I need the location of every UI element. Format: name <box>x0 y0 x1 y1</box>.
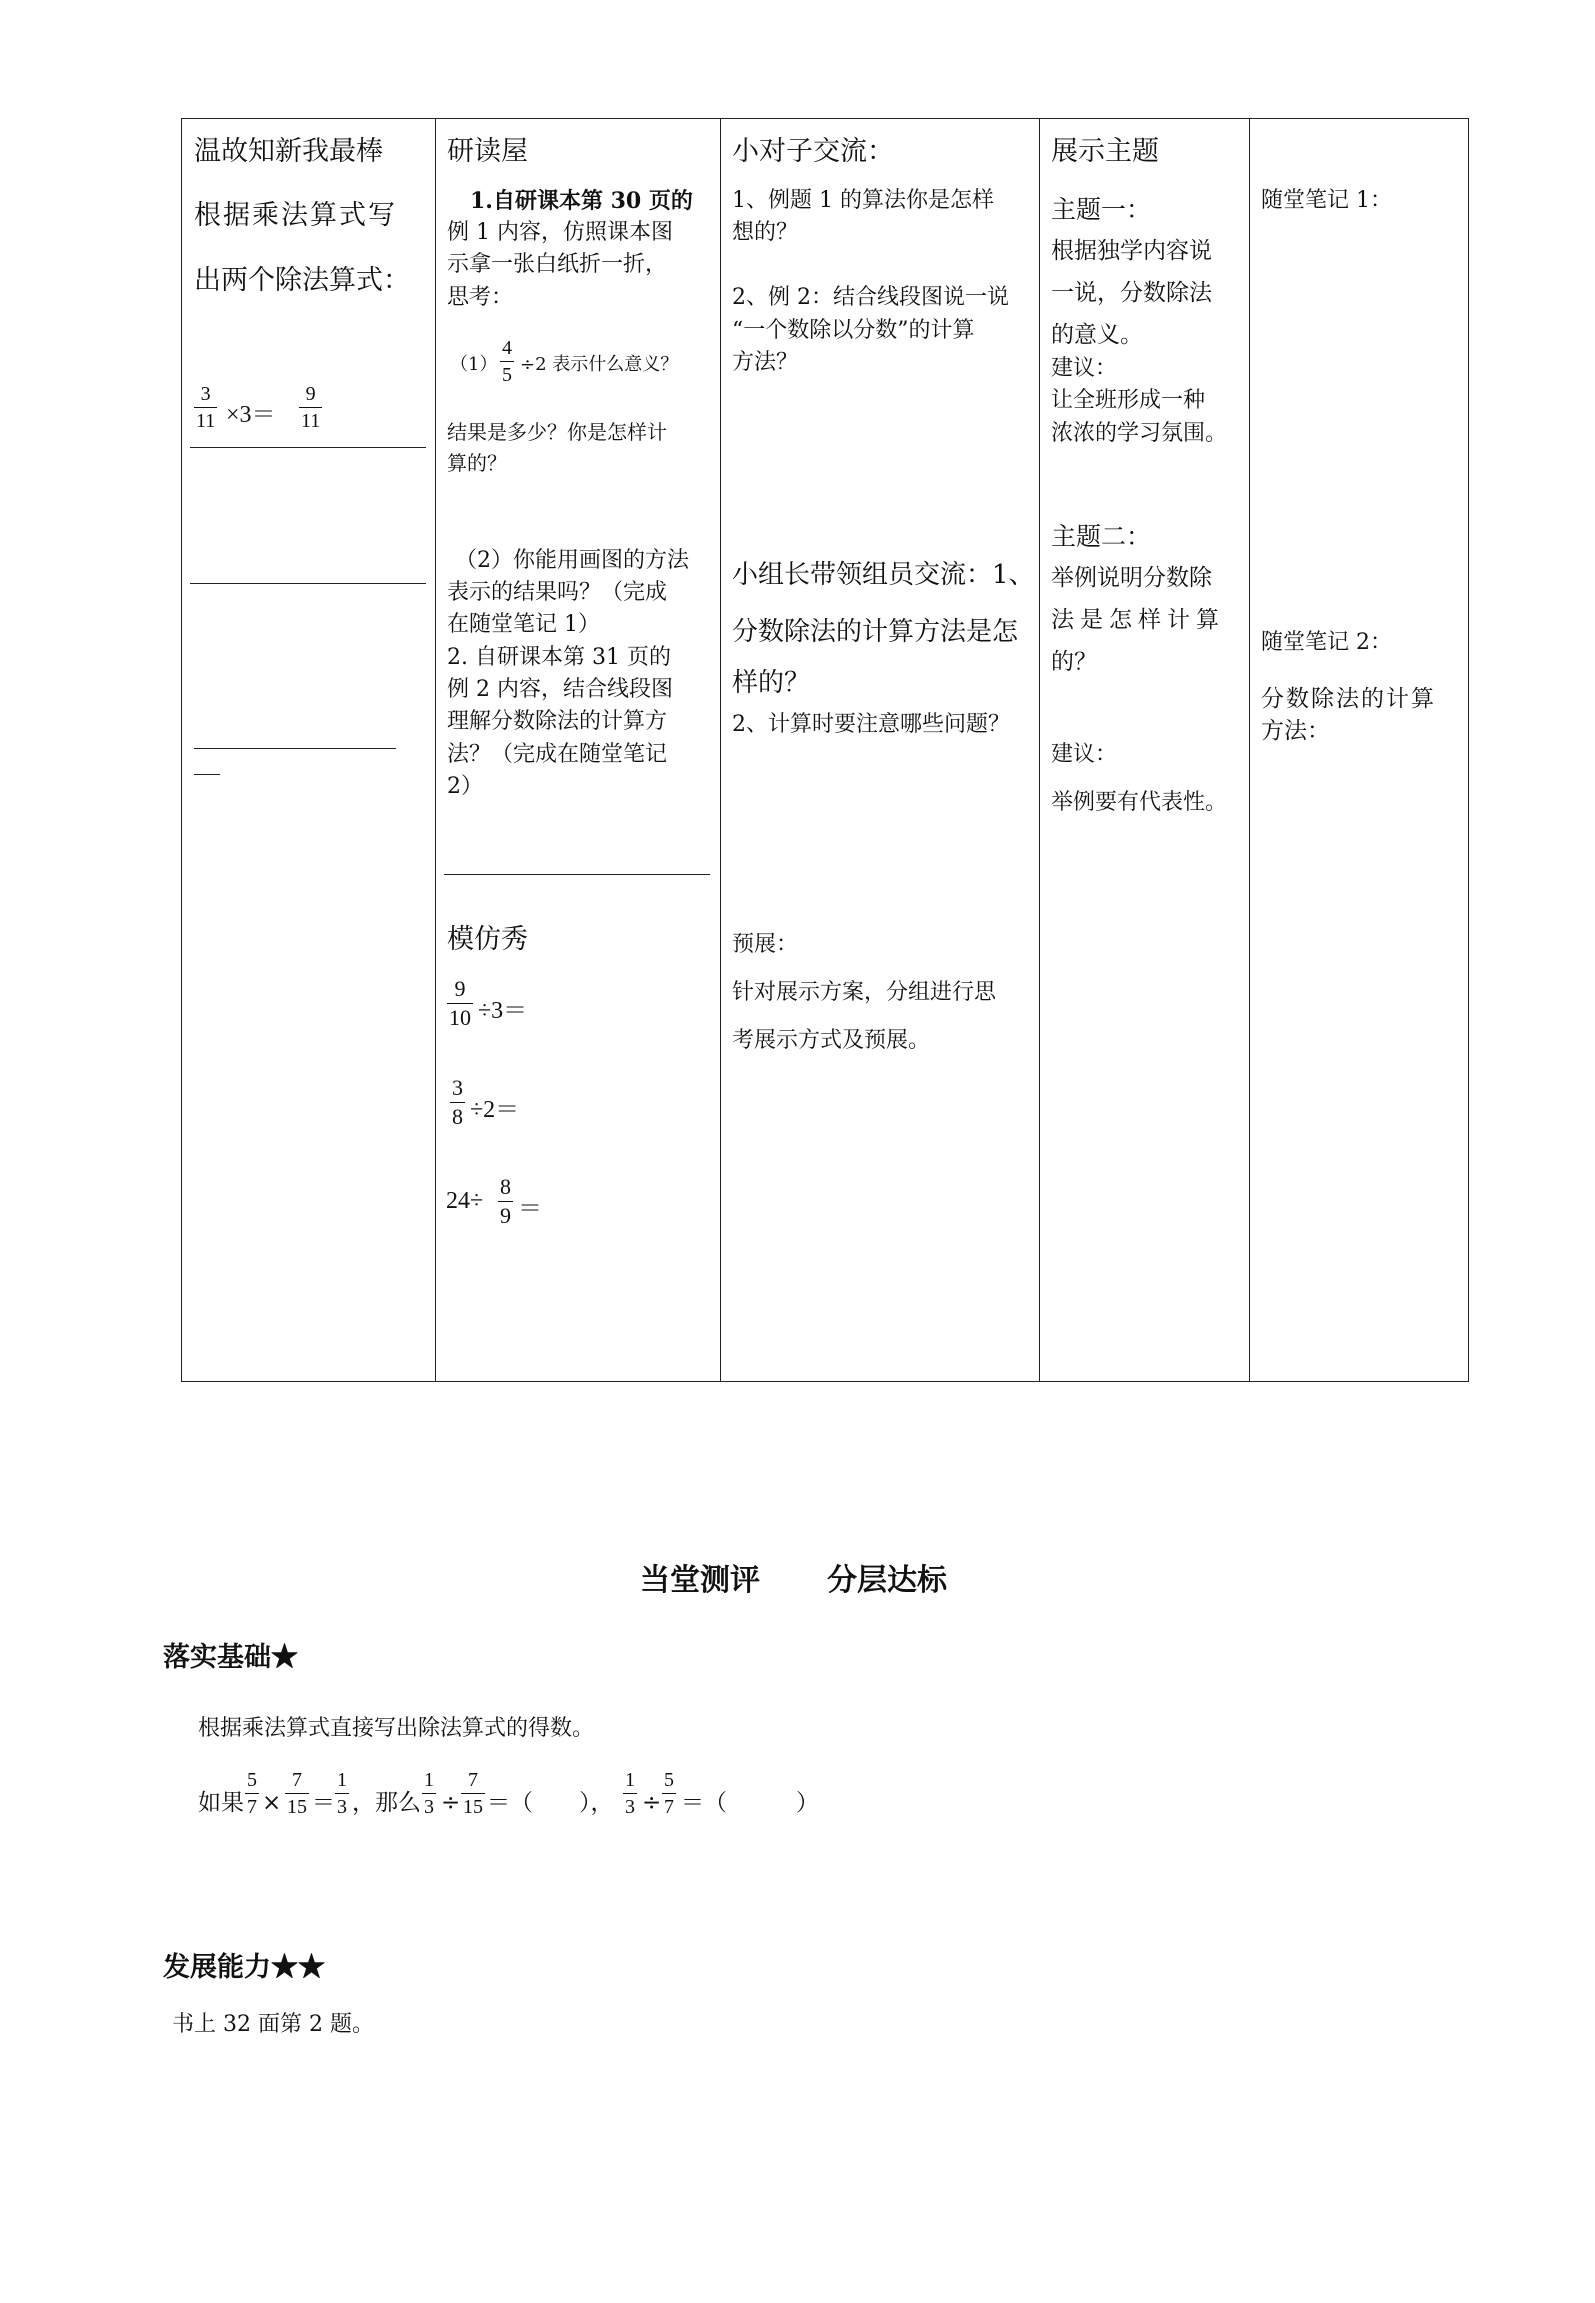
col2-q1-prefix: （1） <box>450 354 498 375</box>
preview-line-2: 考展示方式及预展。 <box>732 1028 931 1053</box>
topic2-line-3: 的？ <box>1051 649 1097 675</box>
topic2-line-2: 法是怎样计算 <box>1051 607 1225 633</box>
topic1-line-1: 根据独学内容说 <box>1051 238 1212 264</box>
col2-p1-2: 例 1 内容，仿照课本图 <box>447 220 673 245</box>
imitate-ex1-fraction: 9 10 <box>449 976 471 1030</box>
topic1-title: 主题一： <box>1051 195 1152 224</box>
note2-label: 随堂笔记 2： <box>1261 630 1392 655</box>
eq-then: ，那么 <box>352 1790 421 1816</box>
answer-line-1 <box>190 447 426 448</box>
group-title: 小组长带领组员交流：1、 <box>732 560 1035 590</box>
col-divider-2 <box>720 118 721 1382</box>
preview-line-1: 针对展示方案，分组进行思 <box>732 980 997 1005</box>
col-divider-3 <box>1039 118 1040 1382</box>
col2-title: 研读屋 <box>447 136 528 167</box>
col2-q1b-1: 结果是多少？你是怎样计 <box>447 420 667 444</box>
answer-line-3b <box>194 774 220 775</box>
imitate-ex3-fraction: 8 9 <box>500 1174 511 1228</box>
note1-label: 随堂笔记 1： <box>1261 188 1392 213</box>
imitate-title: 模仿秀 <box>447 924 528 955</box>
imitate-ex1-tail: ÷3＝ <box>478 998 528 1024</box>
suggest1-line-2: 浓浓的学习氛围。 <box>1051 421 1228 446</box>
group-line-3: 2、计算时要注意哪些问题？ <box>732 712 1010 737</box>
suggest2-line: 举例要有代表性。 <box>1051 790 1228 815</box>
col1-fraction-a: 3 11 <box>196 383 216 432</box>
col2-p1-1: 1.自研课本第 30 页的 <box>470 188 693 214</box>
topic2-title: 主题二： <box>1051 522 1152 551</box>
col1-title: 温故知新我最棒 <box>194 136 383 167</box>
col3-q-1: 1、例题 1 的算法你是怎样 <box>732 188 994 213</box>
col4-title: 展示主题 <box>1051 136 1159 167</box>
topic1-line-2: 一说，分数除法 <box>1051 280 1212 306</box>
col2-p1-4: 思考： <box>447 285 514 310</box>
answer-line-3 <box>194 748 396 749</box>
dev-question: 书上 32 面第 2 题。 <box>172 2012 374 2037</box>
col2-q1b-2: 算的？ <box>447 451 507 475</box>
eq-frac-7: 5 7 <box>664 1769 674 1818</box>
col2-p2-1: （2）你能用画图的方法 <box>455 548 689 573</box>
eq-div-1: ÷ <box>441 1790 461 1816</box>
suggest2-label: 建议： <box>1051 742 1118 767</box>
col2-p2-6: 理解分数除法的计算方 <box>447 709 668 734</box>
col2-p1-3: 示拿一张白纸折一折， <box>447 252 668 277</box>
col2-divider-line <box>444 874 710 875</box>
eq-equals-2: ＝（ ）， <box>487 1790 614 1816</box>
imitate-ex3-head: 24÷ <box>446 1188 484 1214</box>
eq-prefix: 如果 <box>198 1790 244 1816</box>
col3-q-5: 方法？ <box>732 350 799 375</box>
group-line-1: 分数除法的计算方法是怎 <box>732 617 1019 647</box>
col2-p2-7: 法？（完成在随堂笔记 <box>447 742 668 767</box>
col2-p2-8: 2） <box>447 774 483 799</box>
eq-equals-3: ＝（ ） <box>681 1790 819 1816</box>
col3-q-4: “一个数除以分数”的计算 <box>732 318 975 343</box>
eq-frac-2: 7 15 <box>287 1769 307 1818</box>
col1-line-2: 出两个除法算式： <box>194 265 410 296</box>
col1-line-1: 根据乘法算式写 <box>194 200 397 231</box>
eq-div-2: ÷ <box>642 1790 662 1816</box>
basic-heading: 落实基础★ <box>163 1642 298 1673</box>
section-title: 当堂测评 <box>640 1563 760 1598</box>
eq-frac-4: 1 3 <box>424 1769 434 1818</box>
col1-fraction-r: 9 11 <box>301 383 321 432</box>
imitate-ex3-tail: ＝ <box>518 1196 542 1222</box>
topic2-line-1: 举例说明分数除 <box>1051 565 1212 591</box>
eq-times: × <box>262 1790 282 1816</box>
eq-frac-6: 1 3 <box>625 1769 635 1818</box>
col3-q-2: 想的？ <box>732 220 799 245</box>
imitate-ex2-tail: ÷2＝ <box>470 1097 520 1123</box>
dev-heading: 发展能力★★ <box>163 1952 325 1983</box>
col-divider-1 <box>435 118 436 1382</box>
col-divider-4 <box>1249 118 1250 1382</box>
col2-p2-5: 例 2 内容，结合线段图 <box>447 677 673 702</box>
note2-line-1: 分数除法的计算 <box>1261 686 1436 712</box>
col3-q-3: 2、例 2：结合线段图说一说 <box>732 285 1009 310</box>
imitate-ex2-fraction: 3 8 <box>452 1075 463 1129</box>
col3-title: 小对子交流： <box>732 136 894 167</box>
col2-q1-suffix: ÷2 表示什么意义？ <box>520 354 679 375</box>
eq-frac-1: 5 7 <box>247 1769 257 1818</box>
col2-p2-3: 在随堂笔记 1） <box>447 612 600 637</box>
note2-line-2: 方法： <box>1261 718 1330 744</box>
col1-times: ×3＝ <box>226 402 276 428</box>
basic-question: 根据乘法算式直接写出除法算式的得数。 <box>198 1716 595 1741</box>
eq-equals-1: ＝ <box>312 1790 335 1816</box>
col2-p2-4: 2. 自研课本第 31 页的 <box>447 645 671 670</box>
eq-frac-3: 1 3 <box>337 1769 347 1818</box>
suggest1-line-1: 让全班形成一种 <box>1051 388 1206 413</box>
group-line-2: 样的？ <box>732 668 811 698</box>
col2-p2-2: 表示的结果吗？（完成 <box>447 580 668 605</box>
section-title-2: 分层达标 <box>827 1563 947 1598</box>
answer-line-2 <box>190 583 426 584</box>
topic1-line-3: 的意义。 <box>1051 322 1143 348</box>
preview-title: 预展： <box>732 932 799 957</box>
suggest1-label: 建议： <box>1051 356 1118 381</box>
eq-frac-5: 7 15 <box>463 1769 483 1818</box>
col2-q1-fraction: 4 5 <box>502 337 512 386</box>
